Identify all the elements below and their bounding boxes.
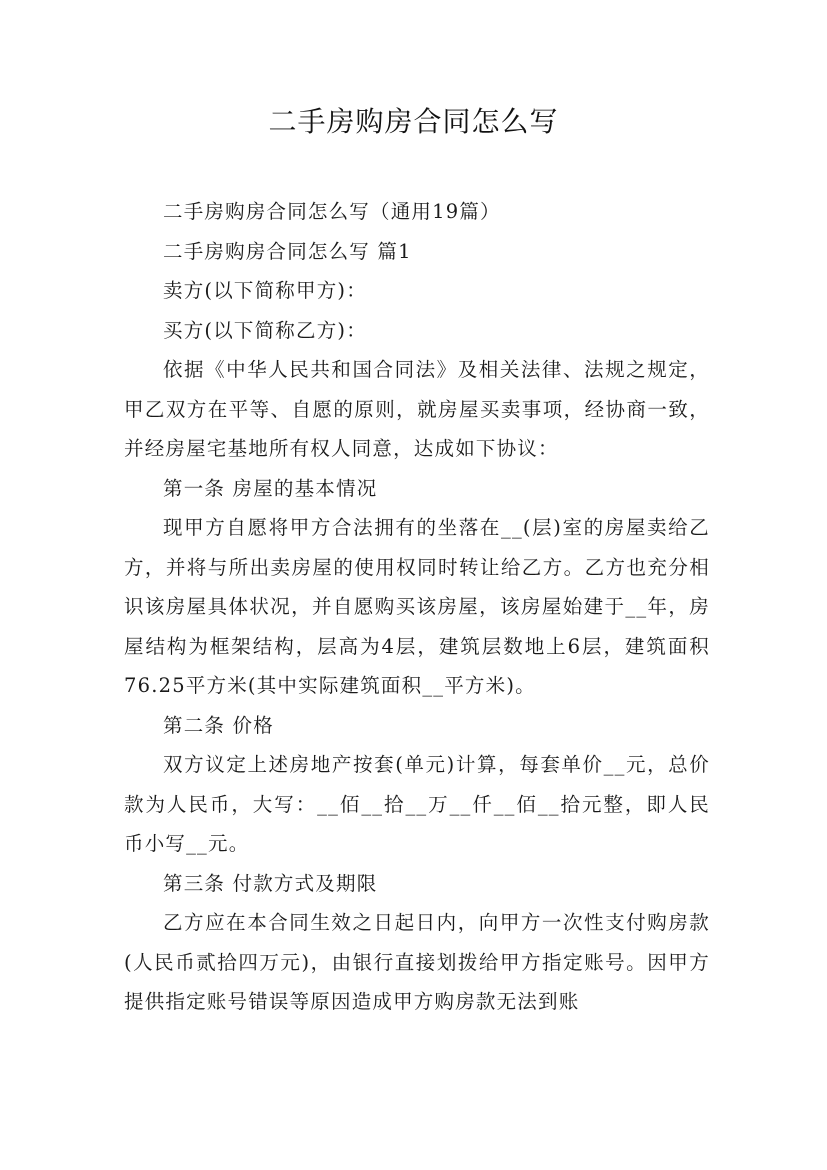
buyer-line: 买方(以下简称乙方)： xyxy=(163,318,367,342)
document-body xyxy=(124,192,710,1022)
article-2-text: 双方议定上述房地产按套(单元)计算，每套单价__元，总价款为人民币，大写：__佰__拾__万__仟__佰__拾元整，即人民币小写__元。 xyxy=(124,753,710,855)
article-2-heading: 第二条 价格 xyxy=(163,713,274,737)
article-3-heading: 第三条 付款方式及期限 xyxy=(163,871,378,895)
document-title: 二手房购房合同怎么写 xyxy=(268,105,559,138)
preamble-paragraph: 依据《中华人民共和国合同法》及相关法律、法规之规定，甲乙双方在平等、自愿的原则，就房屋买卖事项，经协商一致，并经房屋宅基地所有权人同意，达成如下协议： xyxy=(124,358,710,460)
article-1-text: 现甲方自愿将甲方合法拥有的坐落在__(层)室的房屋卖给乙方，并将与所出卖房屋的使用权同时转让给乙方。乙方也充分相识该房屋具体状况，并自愿购买该房屋，该房屋始建于__年，房屋结构为框架结构，层高为4层，建筑层数地上6层，建筑面积76.25平方米(其中实际建筑面积__平方米)。 xyxy=(124,516,710,697)
section-heading: 二手房购房合同怎么写 篇1 xyxy=(163,239,412,263)
article-1-heading: 第一条 房屋的基本情况 xyxy=(163,476,378,500)
seller-line: 卖方(以下简称甲方)： xyxy=(163,279,367,302)
doc-subtitle: 二手房购房合同怎么写（通用19篇） xyxy=(163,200,501,223)
article-3-text: 乙方应在本合同生效之日起日内，向甲方一次性支付购房款(人民币贰拾四万元)，由银行直接划拨给甲方指定账号。因甲方提供指定账号错误等原因造成甲方购房款无法到账 xyxy=(124,911,710,1013)
